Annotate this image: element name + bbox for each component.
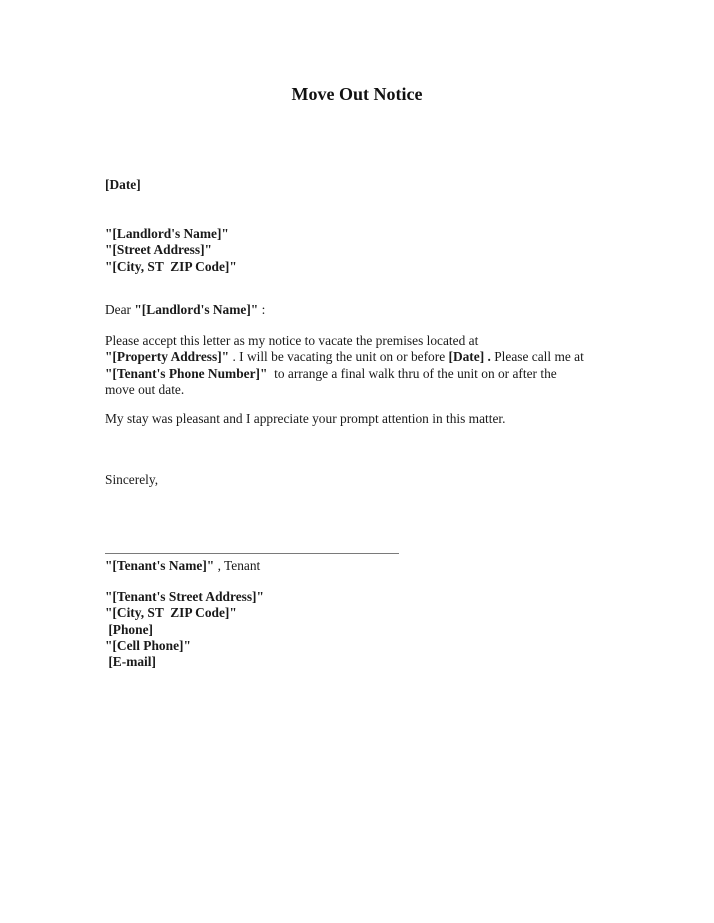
notice-line-2-end: Please call me at (490, 349, 584, 365)
salutation-landlord-name: "[Landlord's Name]" (134, 302, 259, 317)
notice-line-4: move out date. (105, 381, 185, 397)
tenant-email: [E-mail] (105, 654, 156, 670)
tenant-signature-name (105, 558, 260, 574)
salutation-suffix: : (258, 302, 266, 317)
tenant-street: "[Tenant's Street Address]" (105, 589, 264, 604)
signoff: Sincerely, (105, 472, 159, 487)
notice-paragraph (105, 333, 605, 398)
signature-line (105, 553, 399, 554)
salutation-prefix: Dear (105, 302, 135, 317)
document-title: Move Out Notice (291, 84, 423, 104)
landlord-address-block (105, 226, 237, 275)
notice-line-2 (105, 349, 605, 365)
notice-line-1: Please accept this letter as my notice to vacate the premises located at (105, 333, 479, 348)
notice-line-2-text: . I will be vacating the unit on or before (229, 349, 449, 365)
tenant-phone-placeholder: "[Tenant's Phone Number]" (105, 365, 268, 381)
tenant-city: "[City, ST ZIP Code]" (105, 605, 237, 621)
vacate-date-placeholder: [Date] . (448, 349, 491, 365)
landlord-name: "[Landlord's Name]" (105, 226, 229, 241)
notice-line-3 (105, 366, 605, 382)
tenant-role: , Tenant (214, 558, 261, 573)
closing-paragraph: My stay was pleasant and I appreciate your prompt attention in this matter. (105, 411, 506, 426)
salutation (105, 302, 265, 318)
notice-line-3-text: to arrange a final walk thru of the unit on or after the (267, 365, 557, 381)
date-placeholder: [Date] (105, 177, 141, 192)
tenant-cell-phone: "[Cell Phone]" (105, 637, 191, 653)
landlord-street: "[Street Address]" (105, 242, 212, 258)
tenant-name-placeholder: "[Tenant's Name]" (105, 558, 215, 573)
landlord-city: "[City, ST ZIP Code]" (105, 258, 237, 274)
tenant-phone: [Phone] (105, 621, 153, 637)
tenant-contact-block (105, 589, 264, 670)
property-address-placeholder: "[Property Address]" (105, 349, 230, 365)
